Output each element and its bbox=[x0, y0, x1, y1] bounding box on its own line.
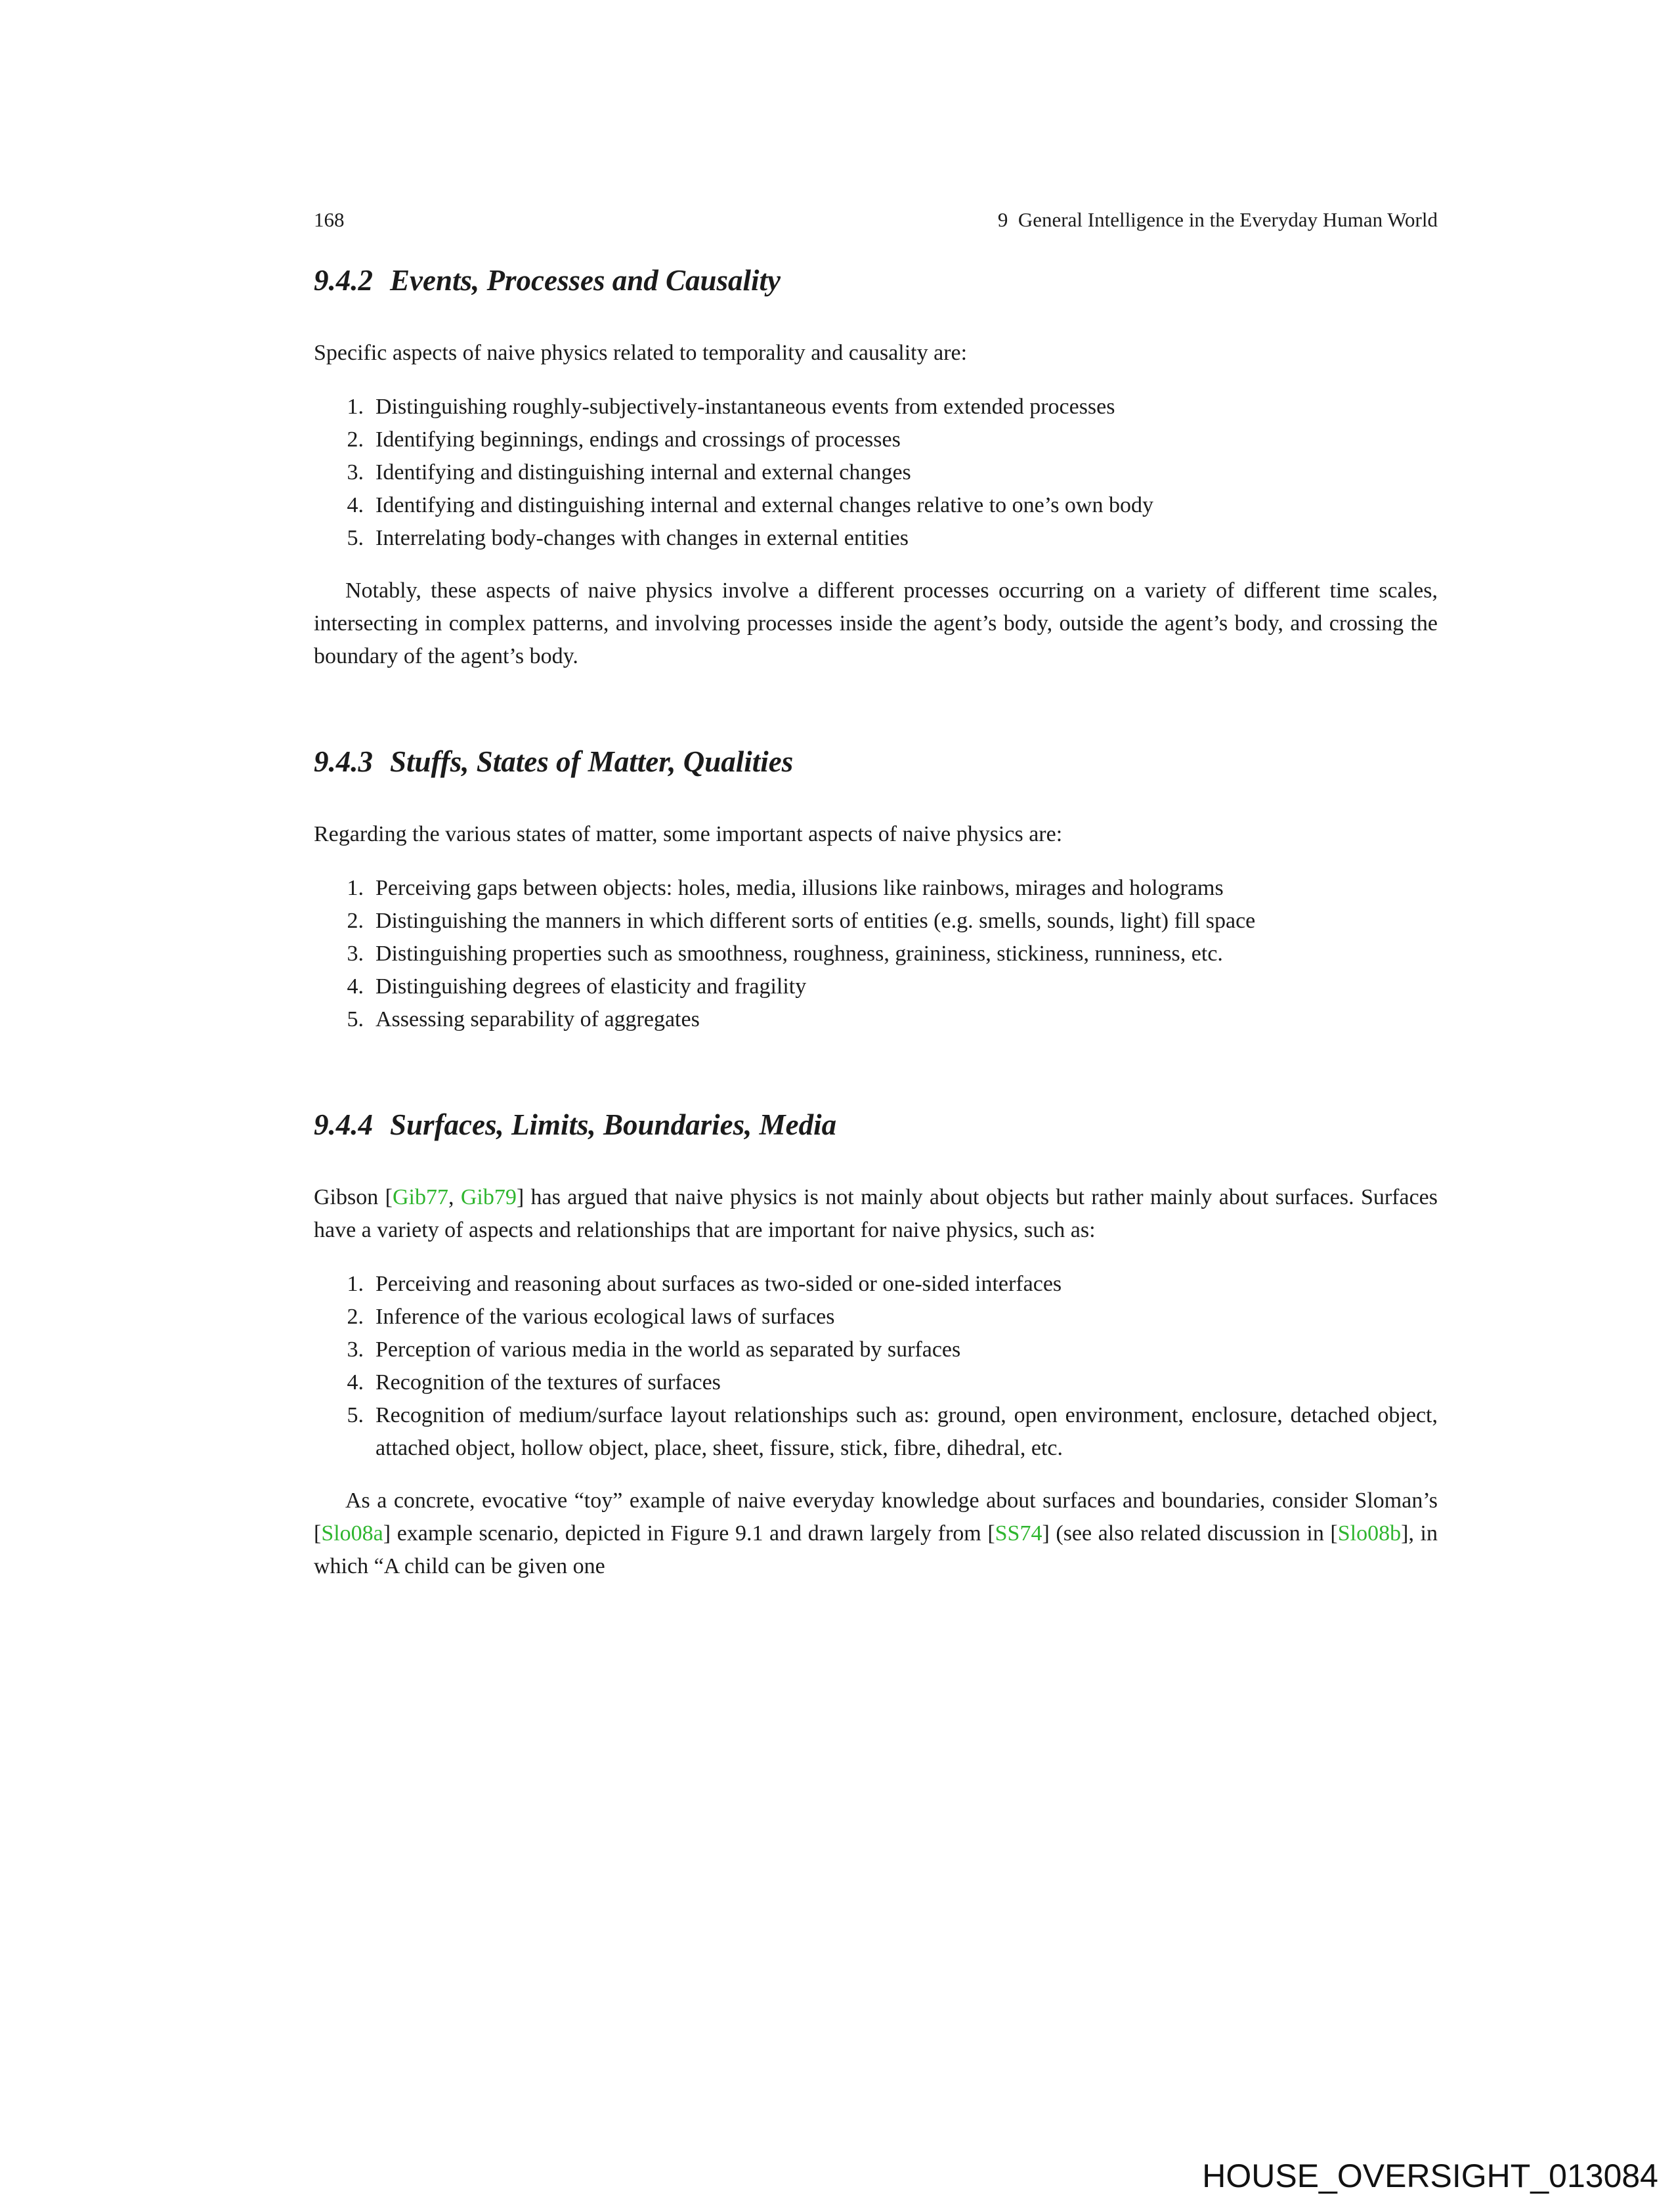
enumerated-list bbox=[314, 391, 1438, 555]
section-heading-9-4-3 bbox=[314, 744, 1438, 780]
item-number: 2. bbox=[347, 427, 364, 452]
list-item bbox=[333, 1268, 1438, 1301]
item-text: Recognition of the textures of surfaces bbox=[376, 1370, 721, 1395]
text-segment: , bbox=[448, 1185, 461, 1209]
item-number: 3. bbox=[347, 460, 364, 485]
list-item bbox=[333, 872, 1438, 905]
enumerated-list bbox=[314, 1268, 1438, 1465]
citation-link-gib77[interactable]: Gib77 bbox=[392, 1185, 448, 1209]
item-text: Identifying and distinguishing internal and external changes relative to one’s own body bbox=[376, 493, 1153, 517]
item-text: Recognition of medium/surface layout relationships such as: ground, open environment, enclosure, detached object, attached object, hollow object, place, sheet, fissure, stick, fibre, dihedral, etc. bbox=[376, 1403, 1438, 1460]
citation-link-ss74[interactable]: SS74 bbox=[995, 1521, 1042, 1546]
page-number: 168 bbox=[314, 208, 345, 231]
item-number: 4. bbox=[347, 493, 364, 517]
page-header bbox=[314, 207, 1438, 232]
item-number: 2. bbox=[347, 1305, 364, 1329]
section-9-4-4 bbox=[314, 1107, 1438, 1583]
closing-paragraph bbox=[314, 1485, 1438, 1583]
item-number: 1. bbox=[347, 1272, 364, 1296]
section-heading-9-4-4 bbox=[314, 1107, 1438, 1143]
item-number: 3. bbox=[347, 1337, 364, 1362]
watermark-bates-number: HOUSE_OVERSIGHT_013084 bbox=[1202, 2158, 1658, 2194]
citation-link-slo08a[interactable]: Slo08a bbox=[321, 1521, 383, 1546]
page-content bbox=[314, 207, 1438, 1583]
text-segment: ] has argued that naive physics is not mainly about objects but rather mainly about surfaces. Surfaces have a variety of aspects and relationships that are important for naive physics, such as: bbox=[314, 1185, 1438, 1242]
section-number: 9.4.4 bbox=[314, 1108, 373, 1141]
list-item bbox=[333, 522, 1438, 555]
item-text: Assessing separability of aggregates bbox=[376, 1007, 700, 1031]
item-text: Perceiving and reasoning about surfaces as two-sided or one-sided interfaces bbox=[376, 1272, 1062, 1296]
text-segment: ] example scenario, depicted in Figure 9.1 and drawn largely from [ bbox=[383, 1521, 995, 1546]
text-segment: As a concrete, evocative “toy” example of naive everyday knowledge about surfaces and boundaries, consider Sloman’s [ bbox=[314, 1488, 1438, 1546]
gibson-paragraph bbox=[314, 1181, 1438, 1247]
list-item bbox=[333, 1301, 1438, 1334]
item-text: Identifying beginnings, endings and crossings of processes bbox=[376, 427, 901, 452]
citation-link-gib79[interactable]: Gib79 bbox=[460, 1185, 517, 1209]
section-9-4-2 bbox=[314, 263, 1438, 673]
item-number: 3. bbox=[347, 942, 364, 966]
item-text: Distinguishing roughly-subjectively-instantaneous events from extended processes bbox=[376, 395, 1115, 419]
list-item bbox=[333, 423, 1438, 456]
item-number: 1. bbox=[347, 876, 364, 900]
section-title-text: Surfaces, Limits, Boundaries, Media bbox=[390, 1108, 837, 1141]
list-item bbox=[333, 489, 1438, 522]
text-segment: ], in which “A child can be given one bbox=[314, 1521, 1438, 1578]
item-number: 2. bbox=[347, 909, 364, 933]
section-intro: Specific aspects of naive physics related to temporality and causality are: bbox=[314, 341, 968, 365]
item-text: Interrelating body-changes with changes in external entities bbox=[376, 526, 909, 550]
section-number: 9.4.2 bbox=[314, 264, 373, 297]
item-text: Perceiving gaps between objects: holes, media, illusions like rainbows, mirages and holograms bbox=[376, 876, 1224, 900]
list-item bbox=[333, 1334, 1438, 1366]
section-title-text: Events, Processes and Causality bbox=[390, 264, 781, 297]
section-title-text: Stuffs, States of Matter, Qualities bbox=[390, 745, 794, 778]
list-item bbox=[333, 1399, 1438, 1465]
list-item bbox=[333, 938, 1438, 970]
item-number: 1. bbox=[347, 395, 364, 419]
item-number: 4. bbox=[347, 974, 364, 999]
item-text: Inference of the various ecological laws of surfaces bbox=[376, 1305, 835, 1329]
list-item bbox=[333, 905, 1438, 938]
list-item bbox=[333, 1366, 1438, 1399]
item-number: 5. bbox=[347, 1403, 364, 1427]
item-text: Perception of various media in the world as separated by surfaces bbox=[376, 1337, 961, 1362]
running-title: 9 General Intelligence in the Everyday Human World bbox=[997, 208, 1438, 231]
item-text: Distinguishing properties such as smoothness, roughness, graininess, stickiness, runniness, etc. bbox=[376, 942, 1223, 966]
text-segment: Gibson [ bbox=[314, 1185, 393, 1209]
list-item bbox=[333, 970, 1438, 1003]
section-outro: Notably, these aspects of naive physics involve a different processes occurring on a variety of different time scales, intersecting in complex patterns, and involving processes inside the agent’s body, outside the agent’s body, and crossing the boundary of the agent’s body. bbox=[314, 578, 1438, 668]
citation-link-slo08b[interactable]: Slo08b bbox=[1337, 1521, 1402, 1546]
item-number: 4. bbox=[347, 1370, 364, 1395]
item-text: Identifying and distinguishing internal and external changes bbox=[376, 460, 911, 485]
section-9-4-3 bbox=[314, 744, 1438, 1036]
list-item bbox=[333, 456, 1438, 489]
item-text: Distinguishing the manners in which different sorts of entities (e.g. smells, sounds, light) fill space bbox=[376, 909, 1256, 933]
section-intro: Regarding the various states of matter, some important aspects of naive physics are: bbox=[314, 822, 1063, 846]
item-number: 5. bbox=[347, 526, 364, 550]
item-text: Distinguishing degrees of elasticity and fragility bbox=[376, 974, 807, 999]
list-item bbox=[333, 391, 1438, 423]
list-item bbox=[333, 1003, 1438, 1036]
text-segment: ] (see also related discussion in [ bbox=[1042, 1521, 1338, 1546]
item-number: 5. bbox=[347, 1007, 364, 1031]
enumerated-list bbox=[314, 872, 1438, 1036]
section-number: 9.4.3 bbox=[314, 745, 373, 778]
section-heading-9-4-2 bbox=[314, 263, 1438, 299]
